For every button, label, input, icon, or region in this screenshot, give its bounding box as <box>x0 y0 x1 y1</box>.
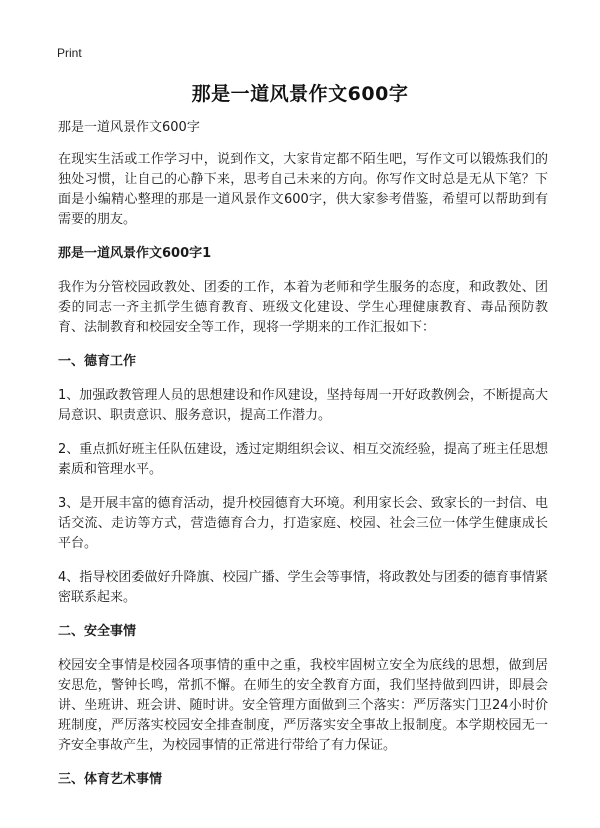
document-subtitle: 那是一道风景作文600字 <box>58 120 200 135</box>
section-heading-essay-1: 那是一道风景作文600字1 <box>58 246 212 261</box>
page-title: 那是一道风景作文600字 <box>191 83 409 105</box>
intro-paragraph: 在现实生活或工作学习中，说到作文，大家肯定都不陌生吧，写作文可以锻炼我们的独处习惯，让自己的心静下来，思考自己未来的方向。你写作文时总是无从下笔？下面是小编精心整理的那是一道风景作文600字，供大家参考借鉴，希望可以帮助到有需要的朋友。 <box>58 152 548 227</box>
section-heading-moral: 一、德育工作 <box>58 354 137 369</box>
section-heading-safety: 二、安全事情 <box>58 624 137 639</box>
section-intro-paragraph: 我作为分管校园政教处、团委的工作，本着为老师和学生服务的态度，和政教处、团委的同志一齐主抓学生德育教育、班级文化建设、学生心理健康教育、毒品预防教育、法制教育和校园安全等工作，现将一学期来的工作汇报如下： <box>58 280 548 335</box>
moral-item-4: 4、指导校团委做好升降旗、校园广播、学生会等事情，将政教处与团委的德育事情紧密联系起来。 <box>58 570 548 605</box>
safety-paragraph: 校园安全事情是校园各项事情的重中之重，我校牢固树立安全为底线的思想，做到居安思危，警钟长鸣，常抓不懈。在师生的安全教育方面，我们坚持做到四讲，即晨会讲、坐班讲、班会讲、随时讲。安全管理方面做到三个落实：严厉落实门卫24小时价班制度，严厉落实校园安全排查制度，严厉落实安全事故上报制度。本学期校园无一齐安全事故产生，为校园事情的正常进行带给了有力保证。 <box>58 658 548 753</box>
moral-item-1: 1、加强政教管理人员的思想建设和作风建设，坚持每周一开好政教例会，不断提高大局意识、职责意识、服务意识，提高工作潜力。 <box>58 388 548 423</box>
print-link[interactable]: Print <box>57 46 82 60</box>
moral-item-3: 3、是开展丰富的德育活动，提升校园德育大环境。利用家长会、致家长的一封信、电话交流、走访等方式，营造德育合力，打造家庭、校园、社会三位一体学生健康成长平台。 <box>58 496 548 551</box>
moral-item-2: 2、重点抓好班主任队伍建设，透过定期组织会议、相互交流经验，提高了班主任思想素质和管理水平。 <box>58 442 548 477</box>
document-body <box>58 118 548 804</box>
section-heading-arts: 三、体育艺术事情 <box>58 772 163 787</box>
